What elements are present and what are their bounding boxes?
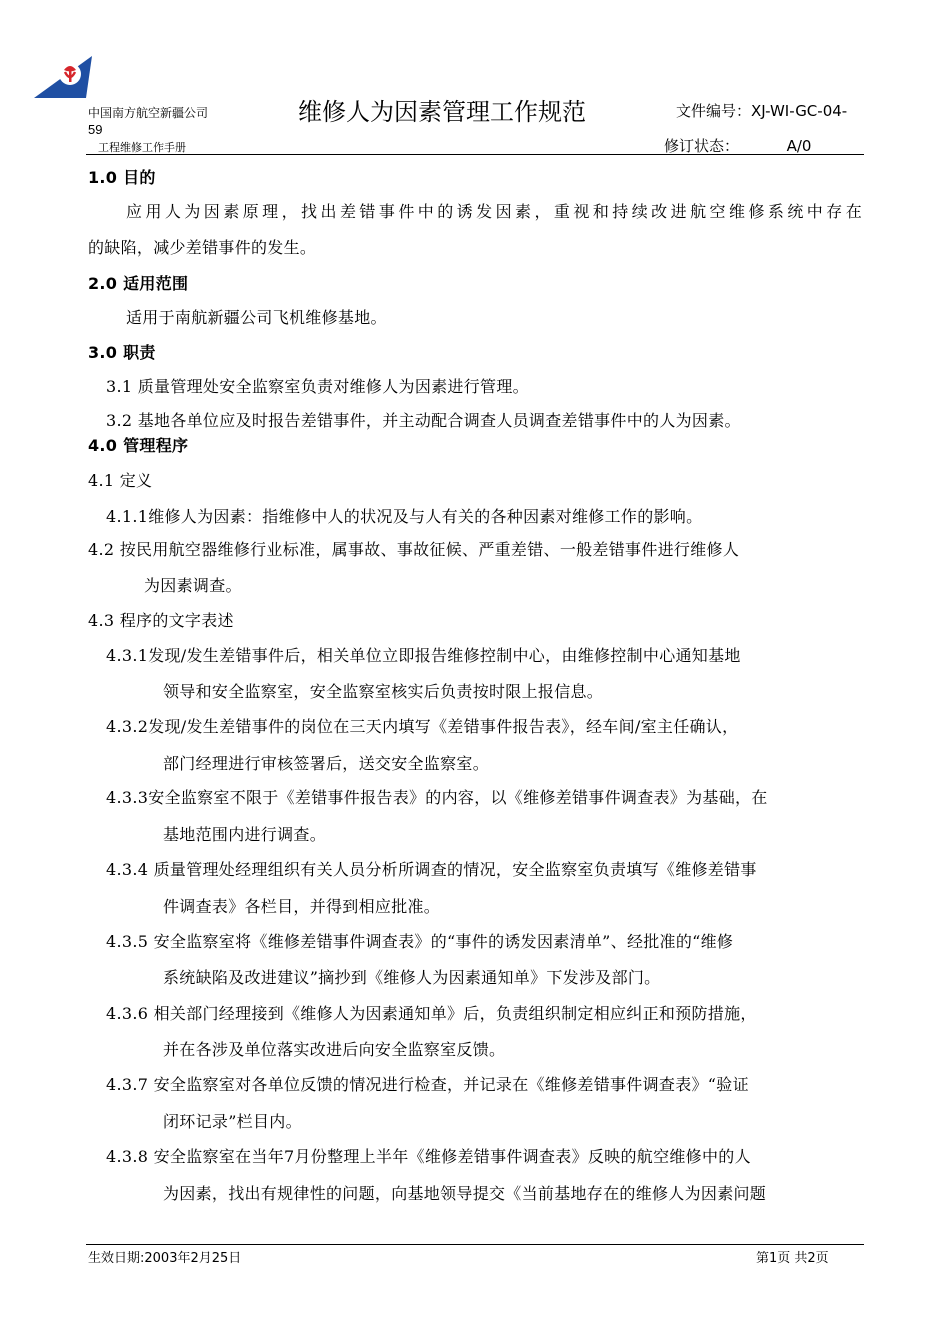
paragraph-line: 4.3.6 相关部门经理接到《维修人为因素通知单》后，负责组织制定相应纠正和预防措施，: [106, 1004, 757, 1023]
paragraph-line: 3.1 质量管理处安全监察室负责对维修人为因素进行管理。: [106, 377, 529, 396]
paragraph-line: 系统缺陷及改进建议”摘抄到《维修人为因素通知单》下发涉及部门。: [163, 968, 661, 987]
section-heading: 3.0 职责: [88, 343, 156, 362]
revision-value: A/0: [786, 137, 812, 155]
paragraph-line: 4.3.2发现/发生差错事件的岗位在三天内填写《差错事件报告表》，经车间/室主任确认，: [106, 717, 739, 736]
header-divider: [86, 154, 864, 155]
paragraph-line: 适用于南航新疆公司飞机维修基地。: [126, 308, 387, 327]
paragraph-line: 4.1 定义: [88, 471, 153, 490]
page-number: 第1页 共2页: [756, 1251, 829, 1266]
manual-name: 工程维修工作手册: [98, 141, 186, 154]
paragraph-line: 应用人为因素原理，找出差错事件中的诱发因素，重视和持续改进航空维修系统中存在: [126, 202, 862, 221]
paragraph-line: 4.3.7 安全监察室对各单位反馈的情况进行检查，并记录在《维修差错事件调查表》“验证: [106, 1075, 749, 1094]
file-number-suffix: 59: [88, 122, 103, 137]
effective-date: 生效日期:2003年2月25日: [88, 1251, 242, 1266]
paragraph-line: 领导和安全监察室，安全监察室核实后负责按时限上报信息。: [163, 682, 604, 701]
paragraph-line: 4.3.5 安全监察室将《维修差错事件调查表》的“事件的诱发因素清单”、经批准的“维修: [106, 932, 734, 951]
paragraph-line: 4.3.3安全监察室不限于《差错事件报告表》的内容，以《维修差错事件调查表》为基础，在: [106, 788, 768, 807]
paragraph-line: 4.2 按民用航空器维修行业标准，属事故、事故征候、严重差错、一般差错事件进行维修人: [88, 540, 740, 559]
paragraph-line: 4.3.4 质量管理处经理组织有关人员分析所调查的情况，安全监察室负责填写《维修差错事: [106, 860, 757, 879]
revision-status: [664, 135, 811, 156]
company-name: 中国南方航空新疆公司: [88, 106, 209, 120]
paragraph-line: 4.3.8 安全监察室在当年7月份整理上半年《维修差错事件调查表》反映的航空维修中的人: [106, 1147, 751, 1166]
paragraph-line: 为因素调查。: [144, 576, 242, 595]
paragraph-line: 4.3.1发现/发生差错事件后，相关单位立即报告维修控制中心，由维修控制中心通知基地: [106, 646, 741, 665]
paragraph-line: 并在各涉及单位落实改进后向安全监察室反馈。: [163, 1040, 506, 1059]
paragraph-line: 基地范围内进行调查。: [163, 825, 327, 844]
paragraph-line: 4.1.1维修人为因素：指维修中人的状况及与人有关的各种因素对维修工作的影响。: [106, 507, 703, 526]
airline-logo: [32, 48, 102, 100]
section-heading: 2.0 适用范围: [88, 274, 189, 293]
paragraph-line: 部门经理进行审核签署后，送交安全监察室。: [163, 754, 490, 773]
paragraph-line: 4.3 程序的文字表述: [88, 611, 234, 630]
revision-label: 修订状态：: [664, 137, 740, 155]
document-title: 维修人为因素管理工作规范: [298, 98, 586, 126]
paragraph-line: 3.2 基地各单位应及时报告差错事件，并主动配合调查人员调查差错事件中的人为因素。: [106, 411, 741, 430]
file-number: 文件编号：XJ-WI-GC-04-: [676, 102, 848, 120]
paragraph-line: 件调查表》各栏目，并得到相应批准。: [163, 897, 441, 916]
paragraph-line: 的缺陷，减少差错事件的发生。: [88, 238, 317, 257]
section-heading: 1.0 目的: [88, 168, 156, 187]
footer-divider: [86, 1244, 864, 1245]
paragraph-line: 闭环记录”栏目内。: [163, 1112, 302, 1131]
paragraph-line: 为因素，找出有规律性的问题，向基地领导提交《当前基地存在的维修人为因素问题: [163, 1184, 767, 1203]
section-heading: 4.0 管理程序: [88, 436, 189, 455]
